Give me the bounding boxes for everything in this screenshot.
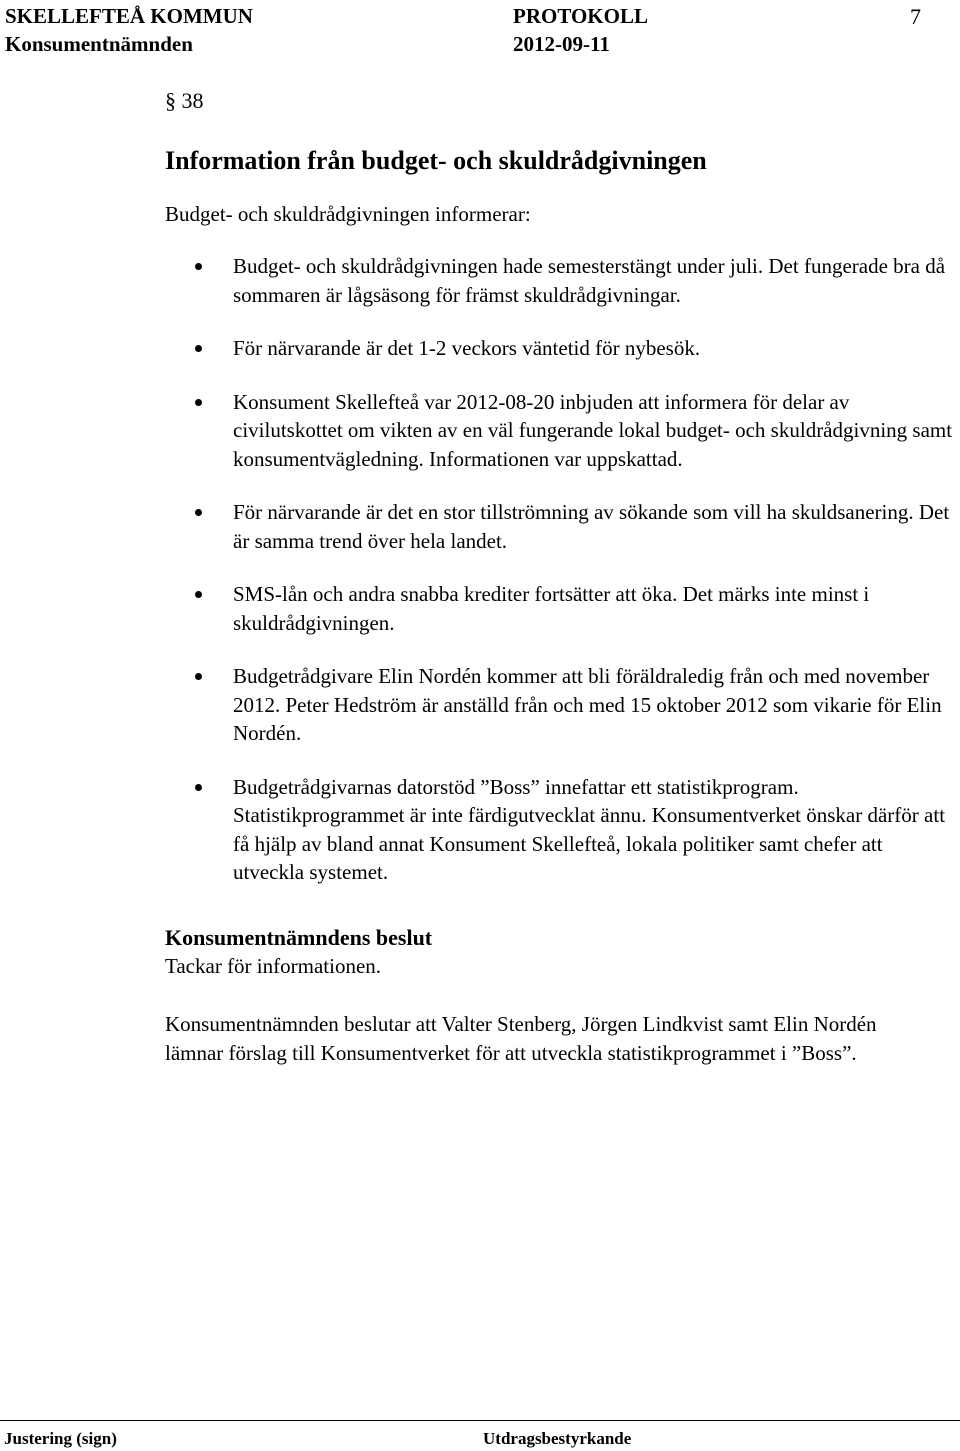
section-number: § 38 — [165, 88, 204, 113]
list-item — [195, 498, 955, 555]
decision-text: Tackar för informationen. — [165, 954, 382, 978]
footer-certification-label: Utdragsbestyrkande — [483, 1429, 632, 1448]
information-list — [195, 252, 955, 912]
list-item — [195, 662, 955, 748]
intro-text: Budget- och skuldrådgivningen informerar: — [165, 202, 531, 226]
list-item-text: Budgetrådgivare Elin Nordén kommer att bli föräldraledig från och med november 2012. Peter Hedström är anställd från och med 15 oktober 2012 som vikarie för Elin Nordén. — [233, 664, 942, 745]
list-item — [195, 334, 955, 363]
bullet-icon — [195, 263, 202, 270]
list-item-text: Budgetrådgivarnas datorstöd ”Boss” innefattar ett statistikprogram. Statistikprogrammet är inte färdigutvecklat ännu. Konsumentverket önskar därför att få hjälp av bland annat Konsument Skellefteå, lokala politiker samt chefer att utveckla systemet. — [233, 774, 946, 884]
list-item — [195, 773, 955, 887]
bullet-icon — [195, 591, 202, 598]
list-item — [195, 580, 955, 637]
bullet-icon — [195, 345, 202, 352]
list-item-text: SMS-lån och andra snabba krediter fortsätter att öka. Det märks inte minst i skuldrådgivningen. — [233, 582, 870, 635]
list-item — [195, 252, 955, 309]
bullet-icon — [195, 673, 202, 680]
bullet-icon — [195, 509, 202, 516]
list-item-text: För närvarande är det 1-2 veckors väntetid för nybesök. — [233, 336, 701, 360]
list-item-text: Budget- och skuldrådgivningen hade semesterstängt under juli. Det fungerade bra då sommaren är lågsäsong för främst skuldrådgivningar. — [233, 254, 946, 307]
list-item-text: Konsument Skellefteå var 2012-08-20 inbjuden att informera för delar av civilutskottet om vikten av en väl fungerande lokal budget- och skuldrådgivning samt konsumentvägledning. Informationen var uppskattad. — [233, 389, 953, 471]
list-item-text: För närvarande är det en stor tillströmning av sökande som vill ha skuldsanering. Det är samma trend över hela landet. — [233, 500, 950, 553]
page-number: 7 — [910, 4, 921, 29]
bullet-icon — [195, 399, 202, 406]
footer-signature-label: Justering (sign) — [4, 1429, 117, 1448]
decision-heading: Konsumentnämndens beslut — [165, 925, 433, 950]
header-document-type: PROTOKOLL — [513, 4, 648, 28]
list-item — [195, 388, 955, 474]
header-committee: Konsumentnämnden — [5, 32, 193, 56]
header-date: 2012-09-11 — [513, 32, 610, 56]
footer-divider — [0, 1420, 960, 1421]
bullet-icon — [195, 784, 202, 791]
resolution-text: Konsumentnämnden beslutar att Valter Stenberg, Jörgen Lindkvist samt Elin Nordén lämnar förslag till Konsumentverket för att utveckla statistikprogrammet i ”Boss”. — [165, 1012, 877, 1065]
section-heading: Information från budget- och skuldrådgivningen — [165, 146, 707, 175]
header-organization: SKELLEFTEÅ KOMMUN — [5, 4, 253, 28]
